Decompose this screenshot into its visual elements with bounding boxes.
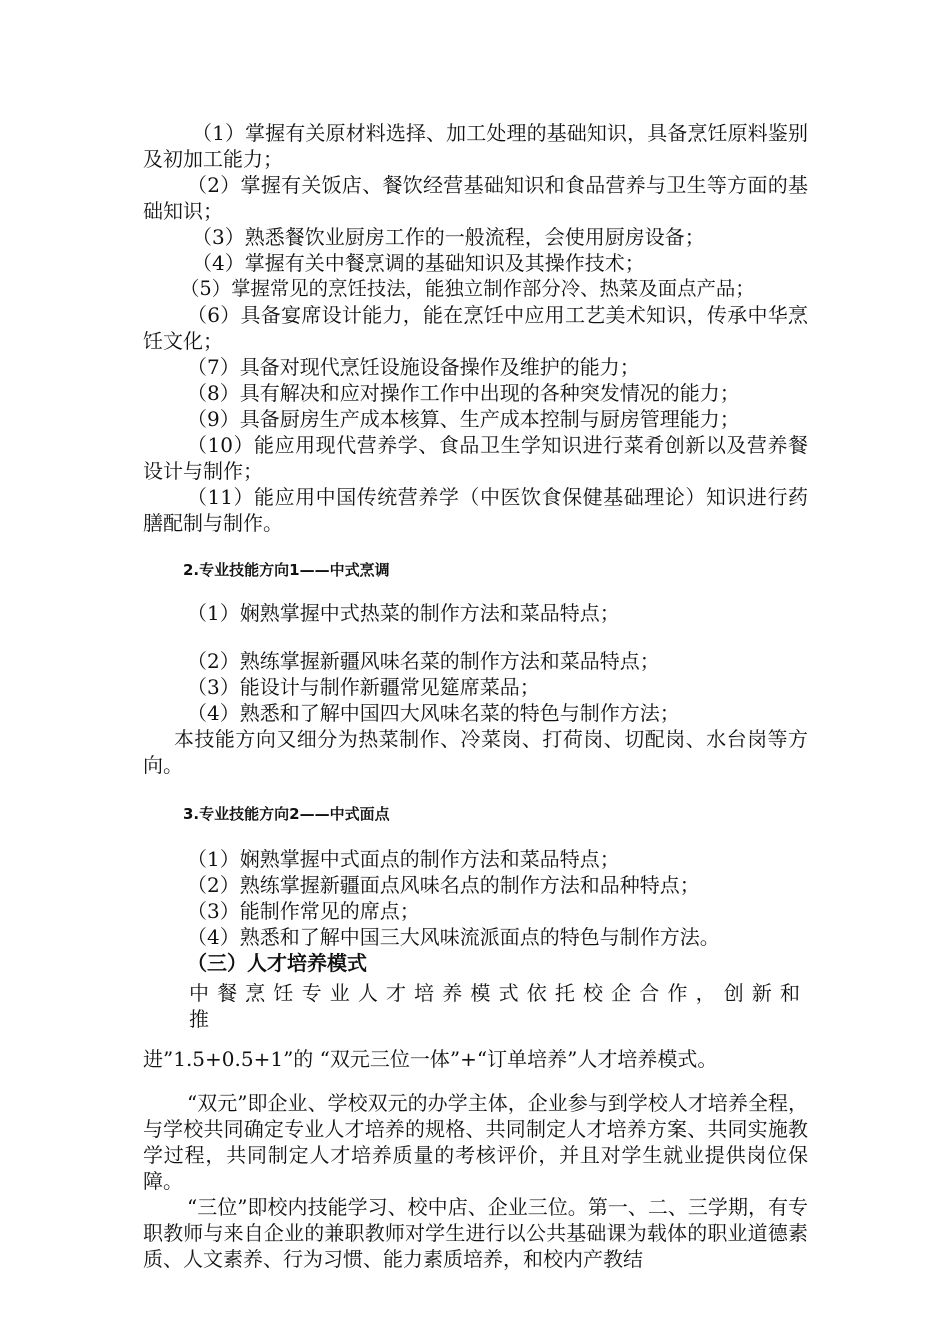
paragraph: “双元”即企业、学校双元的办学主体，企业参与到学校人才培养全程，与学校共同确定专业人才培养的规格、共同制定人才培养方案、共同实施教学过程，共同制定人才培养质量的考核评价，并且对学生就业提供岗位保障。 <box>143 1091 808 1193</box>
list-item: （4）熟悉和了解中国三大风味流派面点的特色与制作方法。 <box>187 925 720 949</box>
section-heading: 2.专业技能方向1——中式烹调 <box>183 561 390 579</box>
list-item: （1）娴熟掌握中式热菜的制作方法和菜品特点； <box>187 601 620 625</box>
list-item: （5）掌握常见的烹饪技法，能独立制作部分冷、热菜及面点产品； <box>180 277 755 300</box>
list-item: （1）娴熟掌握中式面点的制作方法和菜品特点； <box>187 847 620 871</box>
document-page <box>143 120 808 1272</box>
cooking-skill-list <box>143 600 808 778</box>
paragraph: “三位”即校内技能学习、校中店、企业三位。第一、二、三学期，有专职教师与来自企业的兼职教师对学生进行以公共基础课为载体的职业道德素质、人文素养、行为习惯、能力素质培养，和校内产教结 <box>143 1195 808 1271</box>
list-item: （2）掌握有关饭店、餐饮经营基础知识和食品营养与卫生等方面的基础知识； <box>143 173 808 223</box>
list-item: （2）熟练掌握新疆面点风味名点的制作方法和品种特点； <box>187 873 700 897</box>
list-item: （10）能应用现代营养学、食品卫生学知识进行菜肴创新以及营养餐设计与制作； <box>143 433 808 483</box>
list-item: （8）具有解决和应对操作工作中出现的各种突发情况的能力； <box>187 381 740 405</box>
list-item: （4）熟悉和了解中国四大风味名菜的特色与制作方法； <box>187 701 680 725</box>
ability-list <box>143 120 808 536</box>
list-item: （6）具备宴席设计能力，能在烹饪中应用工艺美术知识，传承中华烹饪文化； <box>143 303 808 353</box>
section-heading: 3.专业技能方向2——中式面点 <box>183 805 390 823</box>
list-item: （1）掌握有关原材料选择、加工处理的基础知识，具备烹饪原料鉴别及初加工能力； <box>143 121 808 171</box>
section-heading: （三）人才培养模式 <box>187 951 367 975</box>
list-item: （7）具备对现代烹饪设施设备操作及维护的能力； <box>187 355 640 379</box>
list-item: （3）熟悉餐饮业厨房工作的一般流程，会使用厨房设备； <box>192 225 705 249</box>
list-item: （3）能设计与制作新疆常见筵席菜品； <box>187 675 540 699</box>
mode-line: 进”1.5+0.5+1”的 “双元三位一体”+“订单培养”人才培养模式。 <box>143 1047 718 1071</box>
list-item: （2）熟练掌握新疆风味名菜的制作方法和菜品特点； <box>187 649 660 673</box>
pastry-skill-list <box>143 846 808 950</box>
list-item: （11）能应用中国传统营养学（中医饮食保健基础理论）知识进行药膳配制与制作。 <box>143 485 808 535</box>
list-item: （4）掌握有关中餐烹调的基础知识及其操作技术； <box>192 251 645 275</box>
mode-line: 中餐烹饪专业人才培养模式依托校企合作，创新和推 <box>189 981 808 1031</box>
direction-note: 本技能方向又细分为热菜制作、冷菜岗、打荷岗、切配岗、水台岗等方向。 <box>143 727 808 777</box>
list-item: （9）具备厨房生产成本核算、生产成本控制与厨房管理能力； <box>187 407 740 431</box>
list-item: （3）能制作常见的席点； <box>187 899 420 923</box>
